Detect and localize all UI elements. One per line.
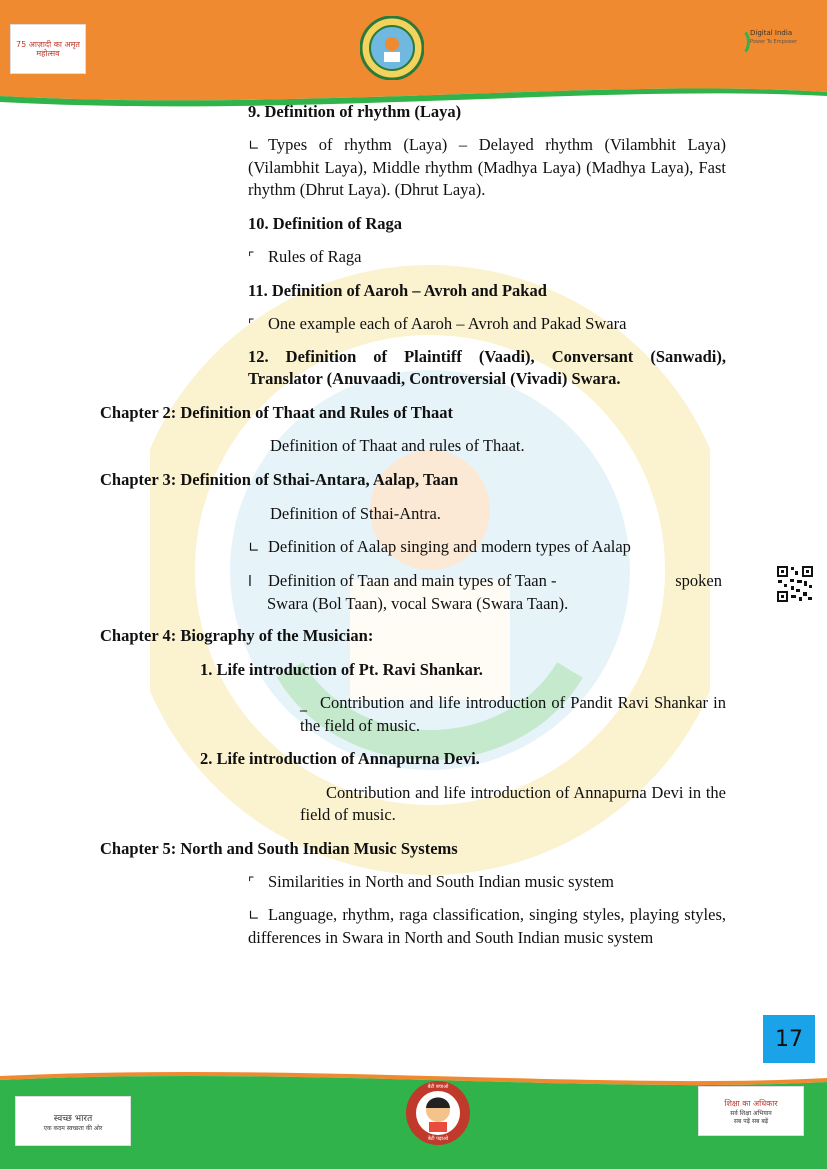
bullet-icon: ⌜ bbox=[248, 317, 255, 333]
page-footer bbox=[0, 1068, 827, 1169]
chapter-5-title: Chapter 5: North and South Indian Music Systems bbox=[100, 839, 458, 858]
chapter-2-title: Chapter 2: Definition of Thaat and Rules of Thaat bbox=[100, 403, 453, 422]
chapter-4-title: Chapter 4: Biography of the Musician: bbox=[100, 626, 374, 645]
section-10-text: ⌜ Rules of Raga bbox=[248, 246, 361, 269]
qr-code[interactable] bbox=[776, 565, 814, 603]
azadi-amrit-mahotsav-logo: 75 आज़ादी का अमृत महोत्सव bbox=[10, 24, 86, 74]
section-10-title: 10. Definition of Raga bbox=[248, 214, 402, 233]
bullet-icon: ∟ bbox=[248, 138, 260, 154]
page-number: 17 bbox=[763, 1015, 815, 1063]
section-9-text: ∟ Types of rhythm (Laya) – Delayed rhythm (Vilambhit Laya) (Vilambhit Laya), Middle rhythm (Madhya Laya) (Madhya Laya), Fast rhythm (Dhrut Laya). (Dhrut Laya). bbox=[248, 135, 726, 199]
bullet-icon: l bbox=[248, 574, 252, 590]
digital-india-logo: Digital India Power To Empower bbox=[730, 26, 810, 56]
bullet-icon: ∟ bbox=[248, 908, 260, 924]
bullet-icon: _ bbox=[300, 696, 307, 712]
beti-bachao-logo: बेटी बचाओ बेटी पढ़ाओ bbox=[405, 1080, 471, 1146]
swachh-bharat-logo: स्वच्छ भारत एक कदम स्वच्छता की ओर bbox=[15, 1096, 131, 1146]
section-11-title: 11. Definition of Aaroh – Avroh and Pakad bbox=[248, 281, 547, 300]
bullet-icon: ⌜ bbox=[248, 250, 255, 266]
page-header bbox=[0, 0, 827, 110]
chapter-2-text: Definition of Thaat and rules of Thaat. bbox=[270, 436, 525, 455]
section-11-text: ⌜ One example each of Aaroh – Avroh and Pakad Swara bbox=[248, 313, 626, 336]
chapter-4-item-2-text: Contribution and life introduction of Annapurna Devi in the field of music. bbox=[300, 783, 726, 824]
chapter-4-item-1-text: _ Contribution and life introduction of Pandit Ravi Shankar in the field of music. bbox=[300, 693, 726, 735]
chapter-3-text-1: Definition of Sthai-Antra. bbox=[270, 504, 441, 523]
bullet-icon: ∟ bbox=[248, 540, 260, 556]
hbse-seal bbox=[360, 16, 424, 80]
section-9-title: 9. Definition of rhythm (Laya) bbox=[248, 102, 462, 121]
section-12-title: 12. Definition of Plaintiff (Vaadi), Conversant (Sanwadi), Translator (Anuvaadi, Controversial (Vivadi) Swara. bbox=[248, 347, 726, 388]
chapter-3-text-3: l Definition of Taan and main types of Taan - spoken Swara (Bol Taan), vocal Swara (Swara Taan). bbox=[248, 571, 722, 613]
chapter-4-item-1: 1. Life introduction of Pt. Ravi Shankar. bbox=[200, 660, 483, 679]
chapter-3-title: Chapter 3: Definition of Sthai-Antara, Aalap, Taan bbox=[100, 470, 459, 489]
chapter-5-text-2: ∟ Language, rhythm, raga classification, singing styles, playing styles, differences in Swara in North and South Indian music system bbox=[248, 905, 726, 947]
chapter-4-item-2: 2. Life introduction of Annapurna Devi. bbox=[200, 749, 480, 768]
chapter-5-text-1: ⌜ Similarities in North and South Indian music system bbox=[248, 871, 614, 894]
bullet-icon: ⌜ bbox=[248, 875, 255, 891]
sarva-shiksha-abhiyan-logo: शिक्षा का अधिकार सर्व शिक्षा अभियान सब पढ़ें सब बढ़ें bbox=[698, 1086, 804, 1136]
chapter-3-text-2: ∟ Definition of Aalap singing and modern types of Aalap bbox=[248, 536, 631, 559]
